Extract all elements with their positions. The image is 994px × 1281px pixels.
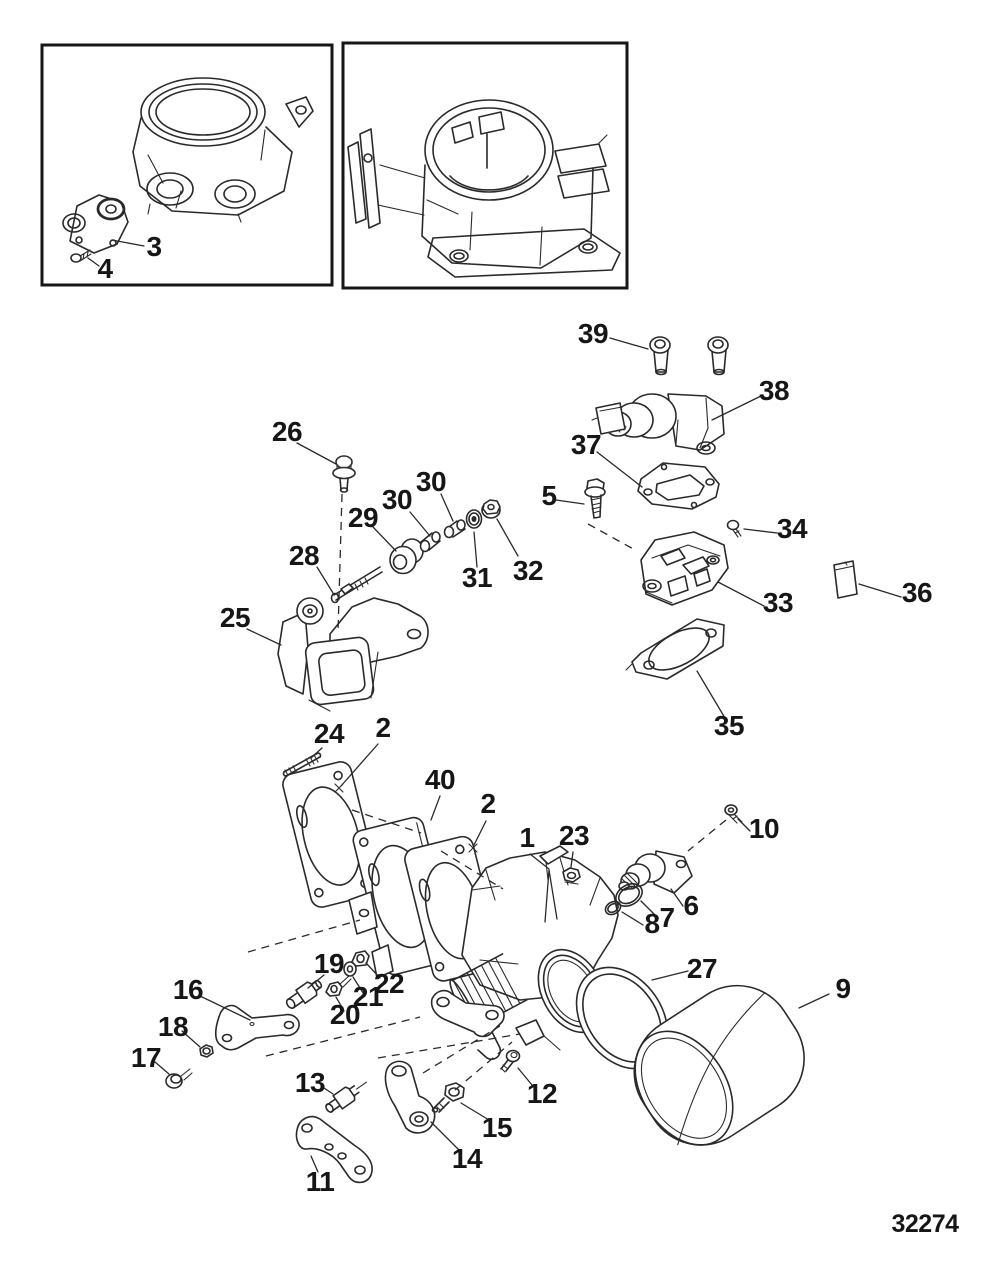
- callout-6: 6: [683, 890, 699, 921]
- callout-20: 20: [329, 999, 361, 1030]
- part-37-gasket: [638, 463, 719, 509]
- callout-17: 17: [130, 1042, 162, 1073]
- dash-10-to-sensor: [688, 820, 726, 851]
- part-19-fitting: [283, 976, 325, 1012]
- leader-30a: [410, 512, 430, 536]
- inset-detail-box-2: [343, 43, 627, 288]
- leader-39: [610, 338, 648, 349]
- leader-32: [497, 519, 518, 556]
- inset-2-border: [343, 43, 627, 288]
- inset-1-throttle-body-art: [133, 78, 313, 222]
- leader-40: [431, 796, 440, 820]
- part-12-screw: [501, 1051, 520, 1073]
- part-31-washer: [467, 510, 482, 528]
- callout-14: 14: [451, 1143, 483, 1174]
- callout-34: 34: [776, 513, 808, 544]
- leader-36: [859, 584, 901, 597]
- callout-31: 31: [461, 562, 493, 593]
- callout-24: 24: [313, 718, 345, 749]
- leader-37: [597, 452, 642, 487]
- callout-10: 10: [748, 813, 780, 844]
- part-4-screw-art: [71, 250, 91, 262]
- leader-27: [652, 971, 688, 980]
- dash-5-to-adapter: [588, 524, 637, 551]
- callout-33: 33: [762, 587, 794, 618]
- part-5-bolt: [585, 479, 605, 518]
- leader-30b: [441, 494, 453, 521]
- callout-2-a: 2: [375, 712, 391, 743]
- callout-37: 37: [570, 429, 602, 460]
- callout-26: 26: [271, 416, 303, 447]
- callout-5: 5: [541, 480, 557, 511]
- leader-34: [744, 529, 777, 533]
- part-17-screw: [166, 1069, 192, 1088]
- callout-21: 21: [352, 981, 384, 1012]
- callout-11: 11: [305, 1166, 335, 1197]
- callout-29: 29: [347, 502, 379, 533]
- part-16-lever: [216, 1006, 299, 1050]
- part-13-fitting: [322, 1076, 370, 1117]
- part-38-valve: [592, 394, 724, 454]
- callout-22: 22: [373, 968, 405, 999]
- callout-2-b: 2: [480, 788, 496, 819]
- part-14-link: [385, 1061, 434, 1132]
- inset-2-throttle-body-art: [348, 100, 620, 277]
- leader-9: [799, 994, 829, 1008]
- part-39-bolts: [650, 337, 728, 375]
- callout-30-b: 30: [415, 466, 447, 497]
- inset-detail-box-1: [42, 45, 332, 285]
- callout-35: 35: [713, 710, 745, 741]
- part-36: [834, 561, 857, 598]
- part-30-spacers: [421, 520, 466, 552]
- callout-39: 39: [577, 318, 609, 349]
- callout-1: 1: [519, 822, 535, 853]
- callout-15: 15: [481, 1112, 513, 1143]
- callout-36: 36: [901, 577, 933, 608]
- part-20-nut: [326, 976, 351, 996]
- callout-18: 18: [157, 1011, 189, 1042]
- part-18-nut: [200, 1045, 213, 1057]
- callout-32: 32: [512, 555, 544, 586]
- part-29-spacer: [390, 539, 423, 574]
- callout-7: 7: [659, 902, 675, 933]
- callout-40: 40: [424, 764, 456, 795]
- callout-30-a: 30: [381, 484, 413, 515]
- part-34-screw: [728, 521, 742, 538]
- callout-9: 9: [835, 973, 851, 1004]
- leader-5: [556, 500, 584, 504]
- dash-link-align-2: [423, 1026, 500, 1073]
- callout-27: 27: [686, 953, 718, 984]
- callout-4: 4: [97, 253, 113, 284]
- part-25-bracket: [278, 598, 428, 711]
- part-32-nut: [482, 500, 500, 518]
- leader-25: [247, 629, 281, 645]
- callout-12: 12: [526, 1078, 558, 1109]
- leader-8: [622, 912, 643, 925]
- part-26-bolt: [333, 456, 355, 492]
- drawing-number: 32274: [891, 1210, 959, 1238]
- callout-16: 16: [172, 974, 204, 1005]
- callout-38: 38: [758, 375, 790, 406]
- callout-19: 19: [313, 948, 345, 979]
- callout-13: 13: [294, 1067, 326, 1098]
- leader-33: [718, 582, 764, 606]
- leader-2b: [474, 821, 486, 845]
- part-15-bolt: [433, 1083, 465, 1112]
- dash-26-to-bracket: [338, 494, 342, 632]
- callout-23: 23: [558, 820, 590, 851]
- leader-28: [317, 567, 333, 593]
- callout-28: 28: [288, 540, 320, 571]
- part-3-sensor-art: [63, 195, 128, 253]
- callout-8: 8: [644, 908, 660, 939]
- callout-3: 3: [146, 231, 162, 262]
- leader-26: [297, 443, 336, 464]
- part-35-gasket: [626, 619, 724, 679]
- callout-25: 25: [219, 602, 251, 633]
- part-33-adapter: [641, 532, 728, 605]
